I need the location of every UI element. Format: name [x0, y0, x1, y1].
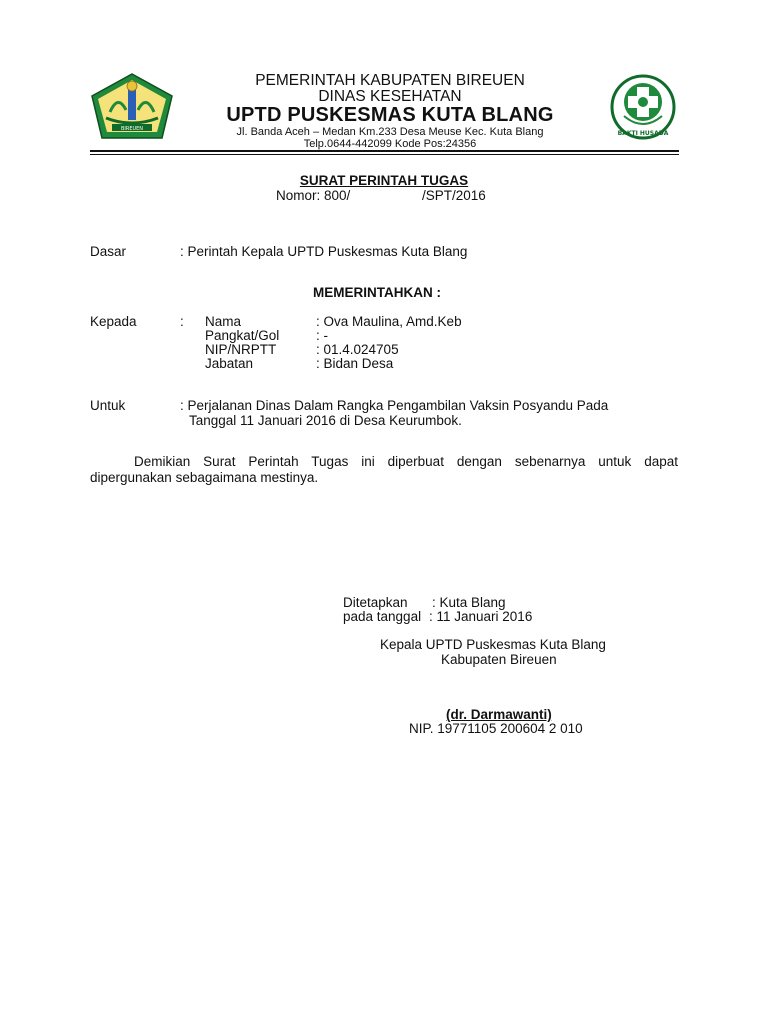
order-heading: MEMERINTAHKAN : [313, 285, 441, 300]
number-prefix: Nomor: 800/ [276, 188, 351, 203]
field-value: : Bidan Desa [316, 356, 394, 371]
letterhead-address: Jl. Banda Aceh – Medan Km.233 Desa Meuse Kec. Kuta Blang [236, 126, 544, 138]
tanggal-label: pada tanggal [343, 609, 422, 624]
number-suffix: /SPT/2016 [422, 188, 486, 203]
kepada-label: Kepada [90, 314, 137, 329]
field-key: Pangkat/Gol [205, 328, 280, 343]
ditetapkan-value: : Kuta Blang [432, 595, 506, 610]
logo-right-text: BAKTI HUSADA [617, 130, 669, 137]
letterhead-government: PEMERINTAH KABUPATEN BIREUEN [255, 72, 525, 89]
kepada-colon: : [180, 314, 184, 329]
field-key: NIP/NRPTT [205, 342, 277, 357]
letterhead-contact: Telp.0644-442099 Kode Pos:24356 [303, 138, 477, 150]
tanggal-value: : 11 Januari 2016 [429, 609, 533, 624]
bakti-husada-logo [606, 74, 680, 140]
letterhead-department: DINAS KESEHATAN [318, 88, 462, 105]
signatory-nip: NIP. 19771105 200604 2 010 [409, 721, 583, 736]
field-value: : - [316, 328, 328, 343]
untuk-line-1: : Perjalanan Dinas Dalam Rangka Pengambilan Vaksin Posyandu Pada [180, 398, 609, 413]
signatory-name: (dr. Darmawanti) [446, 707, 552, 722]
field-value: : 01.4.024705 [316, 342, 399, 357]
field-key: Jabatan [205, 356, 254, 371]
field-key: Nama [205, 314, 242, 329]
untuk-label: Untuk [90, 398, 126, 413]
dasar-value: : Perintah Kepala UPTD Puskesmas Kuta Blang [180, 244, 468, 259]
letterhead-divider-thick [90, 150, 679, 152]
bireuen-emblem-logo [90, 72, 174, 140]
signatory-region: Kabupaten Bireuen [441, 652, 557, 667]
untuk-line-2: Tanggal 11 Januari 2016 di Desa Keurumbok. [189, 413, 462, 428]
closing-paragraph [90, 454, 678, 485]
ditetapkan-label: Ditetapkan [343, 595, 408, 610]
signatory-position: Kepala UPTD Puskesmas Kuta Blang [380, 637, 606, 652]
document-number [276, 188, 486, 203]
logo-left-text: BIREUEN [120, 126, 144, 132]
letterhead-divider-thin [90, 154, 679, 155]
letterhead-institution: UPTD PUSKESMAS KUTA BLANG [226, 104, 554, 126]
closing-text: Demikian Surat Perintah Tugas ini diperbuat dengan sebenarnya untuk dapat dipergunakan sebagaimana mestinya. [90, 454, 678, 485]
dasar-label: Dasar [90, 244, 127, 259]
document-title: SURAT PERINTAH TUGAS [299, 173, 469, 188]
field-value: : Ova Maulina, Amd.Keb [316, 314, 462, 329]
